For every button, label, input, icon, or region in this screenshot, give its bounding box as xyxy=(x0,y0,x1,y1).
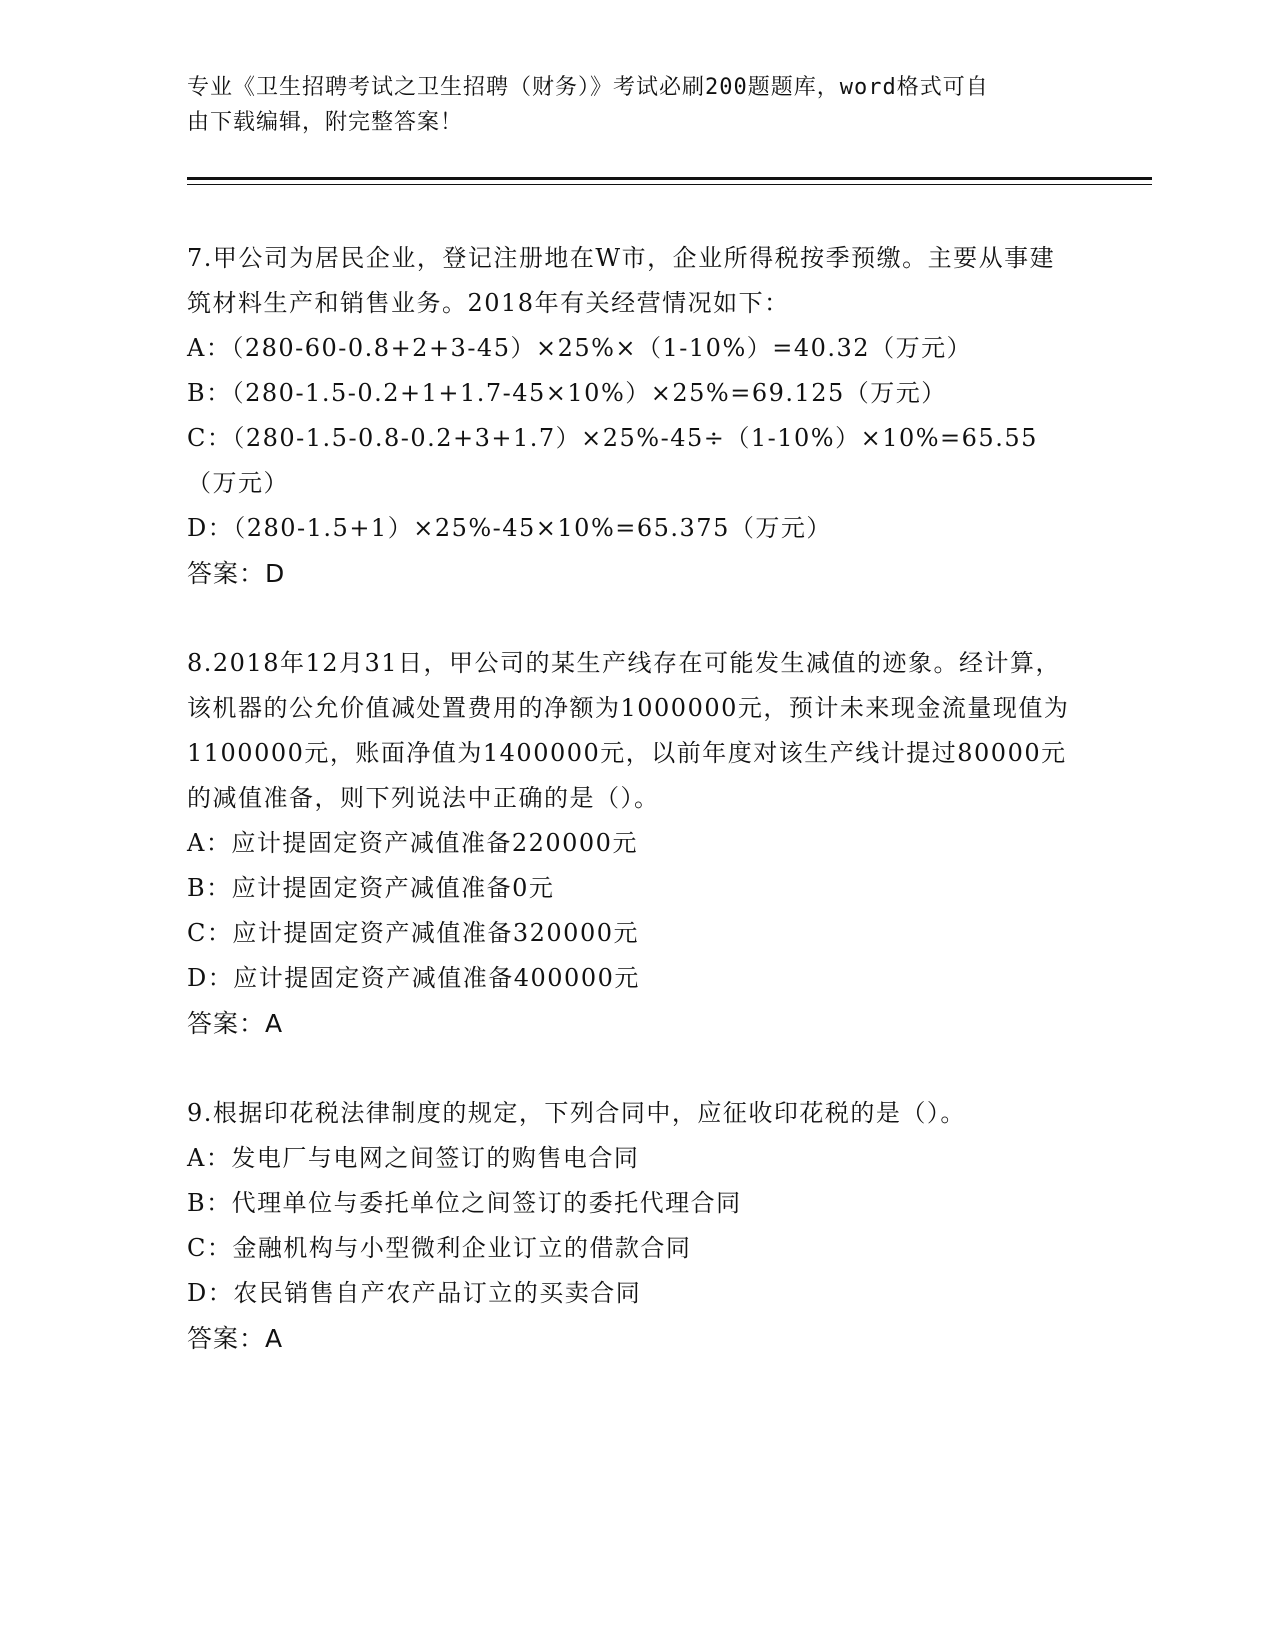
answer: 答案：A xyxy=(187,1009,284,1038)
option-c: C：金融机构与小型微利企业订立的借款合同 xyxy=(187,1234,692,1262)
question-text: 7.甲公司为居民企业，登记注册地在W市，企业所得税按季预缴。主要从事建筑材料生产和销售业务。2018年有关经营情况如下： xyxy=(187,244,1056,317)
option-a: A：（280-60-0.8+2+3-45）×25%×（1-10%）=40.32（万元） xyxy=(187,334,973,362)
question-text: 9.根据印花税法律制度的规定，下列合同中，应征收印花税的是（）。 xyxy=(187,1099,966,1127)
option-b: B：应计提固定资产减值准备0元 xyxy=(187,874,555,902)
question-7 xyxy=(187,236,1072,596)
option-a: A：发电厂与电网之间签订的购售电合同 xyxy=(187,1144,640,1172)
option-d: D：农民销售自产农产品订立的买卖合同 xyxy=(187,1279,642,1307)
header-line-2: 由下载编辑，附完整答案！ xyxy=(187,110,464,135)
option-a: A：应计提固定资产减值准备220000元 xyxy=(187,829,638,857)
option-b: B：（280-1.5-0.2+1+1.7-45×10%）×25%=69.125（万元） xyxy=(187,379,947,407)
question-8 xyxy=(187,641,1072,1046)
question-text: 8.2018年12月31日，甲公司的某生产线存在可能发生减值的迹象。经计算，该机器的公允价值减处置费用的净额为1000000元，预计未来现金流量现值为1100000元，账面净值为1400000元，以前年度对该生产线计提过80000元的减值准备，则下列说法中正确的是（）。 xyxy=(187,649,1070,812)
header-line-1: 专业《卫生招聘考试之卫生招聘（财务）》考试必刷200题题库，word格式可自 xyxy=(187,75,989,100)
option-d: D：应计提固定资产减值准备400000元 xyxy=(187,964,640,992)
question-list xyxy=(187,236,1072,1406)
option-c: C：应计提固定资产减值准备320000元 xyxy=(187,919,639,947)
header-divider-thick xyxy=(187,177,1152,180)
option-b: B：代理单位与委托单位之间签订的委托代理合同 xyxy=(187,1189,742,1217)
header-divider-thin xyxy=(187,184,1152,185)
question-9 xyxy=(187,1091,1072,1361)
answer: 答案：D xyxy=(187,559,286,588)
answer: 答案：A xyxy=(187,1324,284,1353)
document-header xyxy=(187,70,1067,140)
option-d: D：（280-1.5+1）×25%-45×10%=65.375（万元） xyxy=(187,514,832,542)
option-c: C：（280-1.5-0.8-0.2+3+1.7）×25%-45÷（1-10%）×10%=65.55（万元） xyxy=(187,424,1038,497)
